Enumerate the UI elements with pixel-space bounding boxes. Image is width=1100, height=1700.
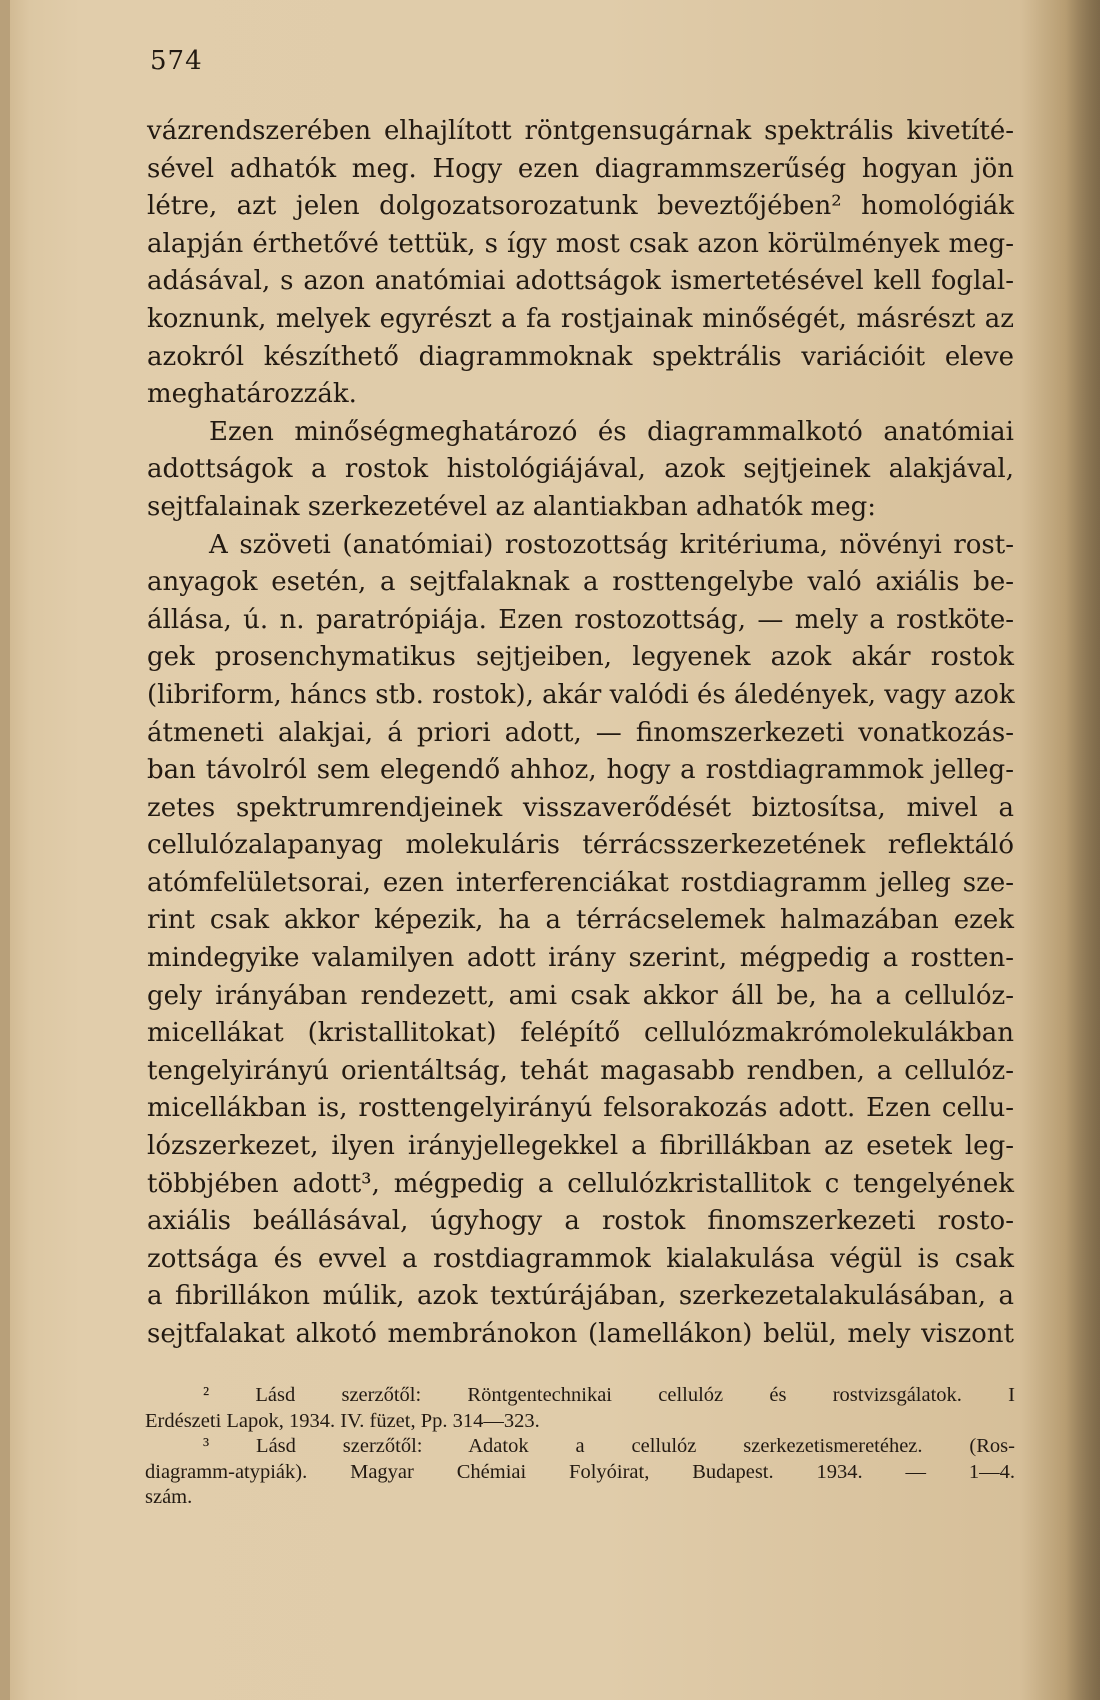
body-line: sejtfalakat alkotó membránokon (lamellákon) belül, mely viszont xyxy=(147,1319,1014,1349)
body-line: cellulózalapanyag molekuláris térrácsszerkezetének reflektáló xyxy=(147,830,1014,861)
body-line: sejtfalainak szerkezetével az alantiakban adhatók meg: xyxy=(147,491,876,522)
body-line: adásával, s azon anatómiai adottságok ismertetésével kell foglal- xyxy=(147,266,1014,297)
page-left-edge xyxy=(0,0,10,1700)
body-line: adottságok a rostok histológiájával, azok sejtjeinek alakjával, xyxy=(147,454,1014,485)
body-line: alapján érthetővé tettük, s így most csak azon körülmények meg- xyxy=(147,228,1014,259)
body-line: sével adhatók meg. Hogy ezen diagrammszerűség hogyan jön xyxy=(147,153,1014,184)
body-line: zetes spektrumrendjeinek visszaverődését biztosítsa, mivel a xyxy=(147,792,1014,823)
body-line: tengelyirányú orientáltság, tehát magasabb rendben, a cellulóz- xyxy=(147,1055,1014,1086)
body-line: meghatározzák. xyxy=(147,379,357,410)
body-line: átmeneti alakjai, á priori adott, — finomszerkezeti vonatkozás- xyxy=(147,717,1014,748)
footnotes xyxy=(145,1383,1015,1511)
body-line: micellákban is, rosttengelyirányú felsorakozás adott. Ezen cellu- xyxy=(147,1093,1014,1124)
page-spine-shadow xyxy=(1066,0,1100,1700)
footnote-line: Erdészeti Lapok, 1934. IV. füzet, Pp. 314—323. xyxy=(145,1409,540,1432)
page-number: 574 xyxy=(150,46,203,76)
body-line: gely irányában rendezett, ami csak akkor áll be, ha a cellulóz- xyxy=(147,980,1014,1011)
body-line: ban távolról sem elegendő ahhoz, hogy a rostdiagrammok jelleg- xyxy=(147,755,1014,786)
body-line: rint csak akkor képezik, ha a térrácselemek halmazában ezek xyxy=(147,905,1014,936)
body-line: mindegyike valamilyen adott irány szerint, mégpedig a rostten- xyxy=(147,943,1014,974)
body-line: a fibrillákon múlik, azok textúrájában, szerkezetalakulásában, a xyxy=(147,1281,1014,1312)
footnote-line: diagramm-atypiák). Magyar Chémiai Folyóirat, Budapest. 1934. — 1—4. xyxy=(145,1460,1015,1483)
body-line: A szöveti (anatómiai) rostozottság kritériuma, növényi rost- xyxy=(209,529,1014,560)
footnote-line: ² Lásd szerzőtől: Röntgentechnikai cellulóz és rostvizsgálatok. I xyxy=(203,1384,1015,1406)
footnote-line: ³ Lásd szerzőtől: Adatok a cellulóz szerkezetismeretéhez. (Ros- xyxy=(203,1435,1015,1458)
body-line: koznunk, melyek egyrészt a fa rostjainak minőségét, másrészt az xyxy=(147,303,1014,334)
body-line: gek prosenchymatikus sejtjeiben, legyenek azok akár rostok xyxy=(147,642,1014,673)
body-line: Ezen minőségmeghatározó és diagrammalkotó anatómiai xyxy=(209,416,1014,447)
body-line: anyagok esetén, a sejtfalaknak a rosttengelybe való axiális be- xyxy=(147,567,1014,598)
body-line: azokról készíthető diagrammoknak spektrális variációit eleve xyxy=(147,341,1014,372)
body-line: axiális beállásával, úgyhogy a rostok finomszerkezeti rosto- xyxy=(147,1206,1014,1237)
footnote-line: szám. xyxy=(145,1486,193,1509)
body-line: atómfelületsorai, ezen interferenciákat rostdiagramm jelleg sze- xyxy=(147,867,1014,898)
body-line: micellákat (kristallitokat) felépítő cellulózmakrómolekulákban xyxy=(147,1018,1014,1049)
body-line: (libriform, háncs stb. rostok), akár valódi és áledények, vagy azok xyxy=(147,679,1015,710)
body-line: létre, azt jelen dolgozatsorozatunk beveztőjében² homológiák xyxy=(147,191,1014,222)
body-line: állása, ú. n. paratrópiája. Ezen rostozottság, — mely a rostköte- xyxy=(147,604,1014,635)
body-line: lózszerkezet, ilyen irányjellegekkel a fibrillákban az esetek leg- xyxy=(147,1131,1014,1162)
body-line: vázrendszerében elhajlított röntgensugárnak spektrális kivetíté- xyxy=(147,116,1014,146)
body-text xyxy=(147,113,1014,1354)
body-line: többjében adott³, mégpedig a cellulózkristallitok c tengelyének xyxy=(147,1168,1014,1199)
body-line: zottsága és evvel a rostdiagrammok kialakulása végül is csak xyxy=(147,1243,1014,1274)
